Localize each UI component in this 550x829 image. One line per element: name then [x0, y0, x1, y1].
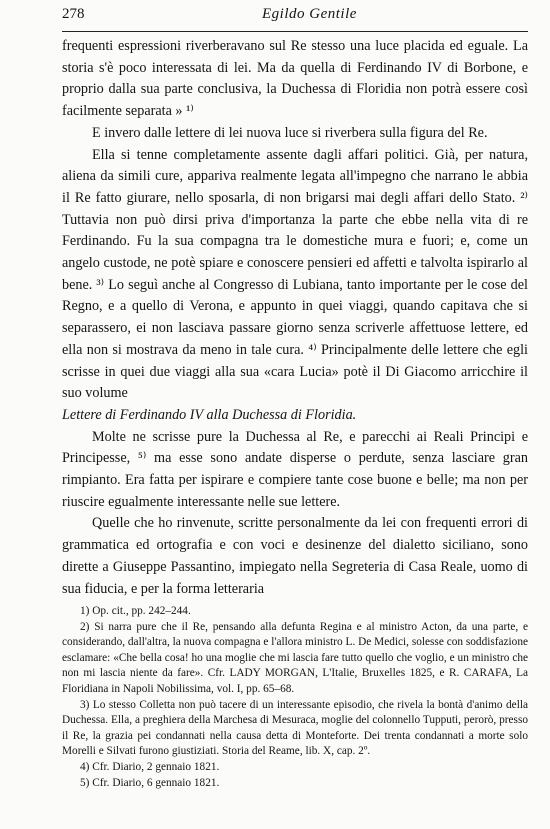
footnote	[62, 698, 528, 760]
book-page	[62, 6, 528, 789]
paragraph: Ella si tenne completamente assente dagli affari politici. Già, per natura, aliena da simili cure, appariva realmente legata all'impegno che narrano le abbia il Re fatto giurare, nello sposarla, di non brigarsi mai degli affari dello Stato. ²⁾ Tuttavia non può dirsi priva d'importanza la parte che ebbe nella vita di re Ferdinando. Fu la sua compagna tra le domestiche mura e fuori; e, come un angelo custode, ne potè spiare e conoscere pensieri ed affetti e talvolta ispirarlo al bene. ³⁾ Lo seguì anche al Congresso di Lubiana, tanto importante per le cose del Regno, e a quello di Verona, e appunto in quei viaggi, quando capitava che si separassero, ei non lasciava passare giorno senza scriverle affettuose lettere, ed ella non si mostrava da meno in tale cura. ⁴⁾ Principalmente delle lettere che egli scrisse in quei due viaggi alla sua «cara Lucia» potè il Di Giacomo arricchire il suo volume	[62, 146, 528, 402]
footnote-text: Cfr. Diario, 2 gennaio 1821.	[92, 760, 220, 773]
main-text	[62, 36, 528, 600]
footnote-number: 2)	[80, 620, 90, 633]
footnote	[62, 760, 528, 776]
footnote-number: 5)	[80, 776, 90, 789]
footnote	[62, 604, 528, 620]
footnotes	[62, 604, 528, 791]
paragraph: frequenti espressioni riverberavano sul Re stesso una luce placida ed eguale. La storia s'è poco interessata di lei. Ma da quella di Ferdinando IV di Borbone, e proprio dalla sua parte conclusiva, la Duchessa di Floridia non potrà essere così facilmente separata » ¹⁾	[62, 38, 528, 120]
page-number: 278	[62, 6, 85, 22]
footnote-number: 4)	[80, 760, 90, 773]
page-header	[62, 6, 528, 30]
footnote-text: Si narra pure che il Re, pensando alla defunta Regina e al ministro Acton, da una parte, e considerando, dall'altra, la nuova compagna e l'allora ministro L. De Medici, solesse con soddisfazione esclamare: «Che bella cosa! ho una moglie che mi lascia fare tutto quello che voglio, e un ministro che non mi lascia niente da fare». Cfr. LADY MORGAN, L'Italie, Bruxelles 1825, e R. CARAFA, La Floridiana in Napoli Nobilissima, vol. I, pp. 65–68.	[62, 620, 528, 695]
footnote-number: 1)	[80, 605, 90, 617]
paragraph: Molte ne scrisse pure la Duchessa al Re, e parecchi ai Reali Principi e Principesse, ⁵⁾ ma esse sono andate disperse o perdute, senza lasciare gran rimpianto. Era fatta per ispirare e compiere tante cose buone e belle; ma non per riuscire egualmente interessante nelle sue lettere.	[62, 428, 528, 510]
header-rule	[62, 31, 528, 32]
footnote-text: Lo stesso Colletta non può tacere di un interessante episodio, che rivela la bontà d'animo della Duchessa. Ella, a preghiera della Marchesa di Mesuraca, moglie del colonnello Tupputi, perorò, presso il Re, la grazia pei condannati nella causa detta di Monteforte. Dei trenta condannati a morte solo Morelli e Silvati furono giustiziati. Storia del Reame, lib. X, cap. 2º.	[62, 698, 528, 758]
footnote	[62, 620, 528, 698]
footnote	[62, 776, 528, 792]
footnote-text: Cfr. Diario, 6 gennaio 1821.	[92, 776, 220, 789]
footnote-number: 3)	[80, 698, 90, 711]
paragraph: E invero dalle lettere di lei nuova luce si riverbera sulla figura del Re.	[92, 124, 488, 141]
paragraph: Quelle che ho rinvenute, scritte personalmente da lei con frequenti errori di grammatica ed ortografia e con voci e desinenze del dialetto siciliano, sono dirette a Giuseppe Passantino, impiegato nella Segreteria di Casa Reale, uomo di sua fiducia, e per la forma letteraria	[62, 515, 528, 597]
running-head: Egildo Gentile	[262, 6, 357, 22]
footnote-text: Op. cit., pp. 242–244.	[92, 605, 191, 617]
paragraph-book-title: Lettere di Ferdinando IV alla Duchessa di Floridia.	[62, 406, 357, 423]
